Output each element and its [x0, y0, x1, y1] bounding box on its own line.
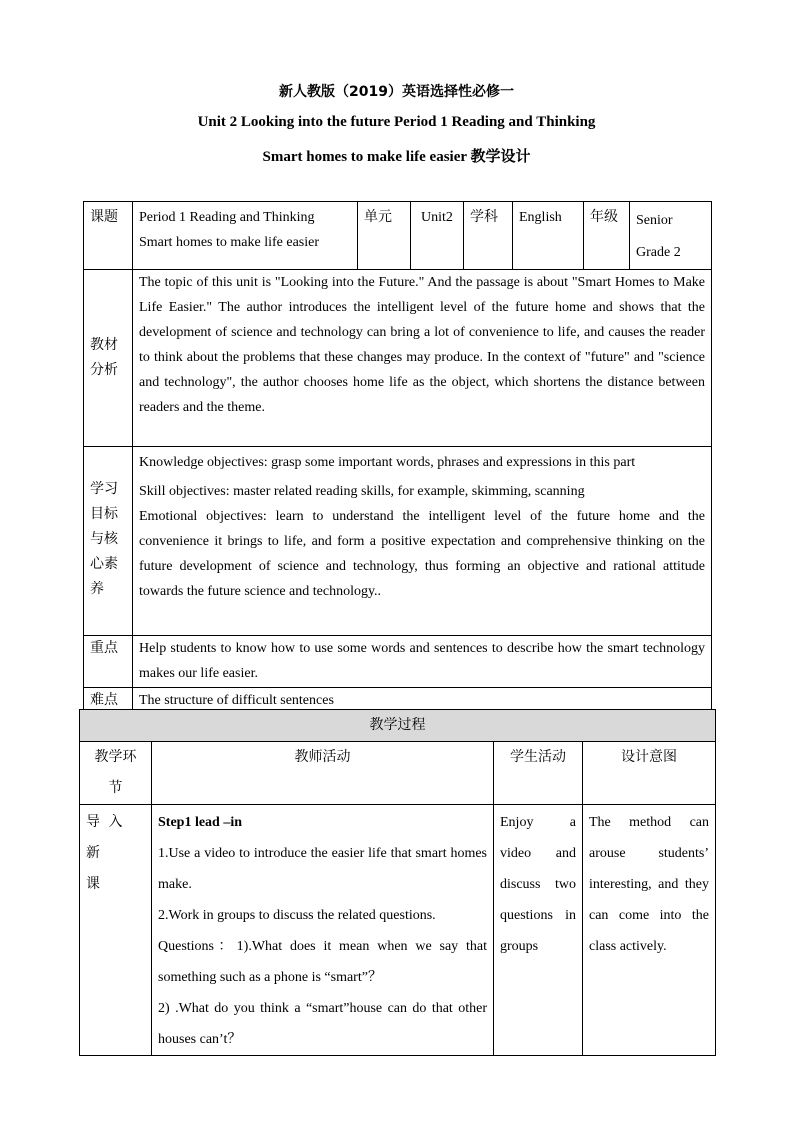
objectives-row: [84, 447, 712, 636]
subject-value: English: [513, 202, 584, 270]
difficulty-text: The structure of difficult sentences: [133, 688, 712, 714]
skill-objectives: Skill objectives: master related reading skills, for example, skimming, scanning: [139, 484, 585, 499]
col-intent-header: 设计意图: [583, 742, 716, 805]
unit-label: 单元: [358, 202, 411, 270]
col-stage-header: [80, 742, 152, 805]
emotional-objectives: Emotional objectives: learn to understand the intelligent level of the future home and the convenience it brings to life, and form a positive expectation and comprehensive thinking on the future development of science and technology, thus forming an objective and rational attitude towards the future science and technology..: [139, 509, 705, 599]
analysis-label-line2: 分析: [90, 362, 118, 378]
grade-value-line1: Senior: [636, 213, 673, 228]
lesson-info-table: [83, 201, 712, 714]
analysis-label-line1: 教材: [90, 337, 118, 353]
objectives-label-line4: 心素: [90, 556, 118, 572]
col-student-header: 学生活动: [494, 742, 583, 805]
stage-line2: 课: [86, 876, 100, 892]
document-title: 新人教版（2019）英语选择性必修一: [279, 84, 514, 100]
difficulty-label: 难点: [84, 688, 133, 714]
grade-label: 年级: [584, 202, 630, 270]
document-subtitle: Unit 2 Looking into the future Period 1 Reading and Thinking: [197, 114, 596, 130]
topic-value-line1: Period 1 Reading and Thinking: [139, 210, 315, 225]
grade-value-line2: Grade 2: [636, 245, 681, 260]
stage-line1: 导 入 新: [86, 814, 125, 861]
stage-cell: [80, 805, 152, 1056]
topic-value: [133, 202, 358, 270]
analysis-text: The topic of this unit is "Looking into the Future." And the passage is about "Smart Homes to Make Life Easier." The author introduces the intelligent level of the future home and shows that the development of science and technology can bring a lot of convenience to life, and causes the reader to think about the problems that these changes may produce. In the context of "future" and "science and technology", the author chooses home life as the object, which shortens the distance between readers and the theme.: [133, 270, 712, 447]
document-lesson-title: Smart homes to make life easier 教学设计: [262, 149, 531, 165]
design-intent-cell: The method can arouse students’ interesting, and they can come into the class actively.: [583, 805, 716, 1056]
analysis-row: [84, 270, 712, 447]
topic-value-line2: Smart homes to make life easier: [139, 235, 319, 250]
teaching-process-table: [79, 709, 716, 1056]
teacher-line4: 2) .What do you think a “smart”house can do that other houses can’t？: [158, 1001, 487, 1047]
objectives-label-line1: 学习: [90, 481, 118, 497]
key-point-text: Help students to know how to use some words and sentences to describe how the smart technology makes our life easier.: [133, 636, 712, 688]
step-title: Step1 lead –in: [158, 815, 243, 830]
teacher-line1: 1.Use a video to introduce the easier life that smart homes make.: [158, 846, 487, 892]
knowledge-objectives: Knowledge objectives: grasp some important words, phrases and expressions in this part: [139, 455, 636, 470]
col-teacher-header: 教师活动: [152, 742, 494, 805]
objectives-label-line3: 与核: [90, 531, 118, 547]
key-point-label: 重点: [84, 636, 133, 688]
process-heading-row: [80, 710, 716, 742]
teacher-line3: Questions：1).What does it mean when we say that something such as a phone is “smart”？: [158, 939, 487, 985]
col-stage-line1: 教学环: [94, 749, 137, 765]
unit-value: Unit2: [411, 202, 464, 270]
topic-label: 课题: [84, 202, 133, 270]
teacher-line2: 2.Work in groups to discuss the related questions.: [158, 908, 436, 923]
objectives-text: [133, 447, 712, 636]
teacher-activity-cell: [152, 805, 494, 1056]
topic-row: [84, 202, 712, 270]
process-row-lead-in: [80, 805, 716, 1056]
subject-label: 学科: [464, 202, 513, 270]
student-activity-cell: Enjoy a video and discuss two questions in groups: [494, 805, 583, 1056]
grade-value: [630, 202, 712, 270]
key-point-row: [84, 636, 712, 688]
objectives-label-line5: 养: [90, 581, 104, 597]
process-heading: 教学过程: [80, 710, 716, 742]
objectives-label-line2: 目标: [90, 506, 118, 522]
process-column-header-row: [80, 742, 716, 805]
col-stage-line2: 节: [108, 780, 123, 796]
objectives-label: [84, 447, 133, 636]
analysis-label: [84, 270, 133, 447]
